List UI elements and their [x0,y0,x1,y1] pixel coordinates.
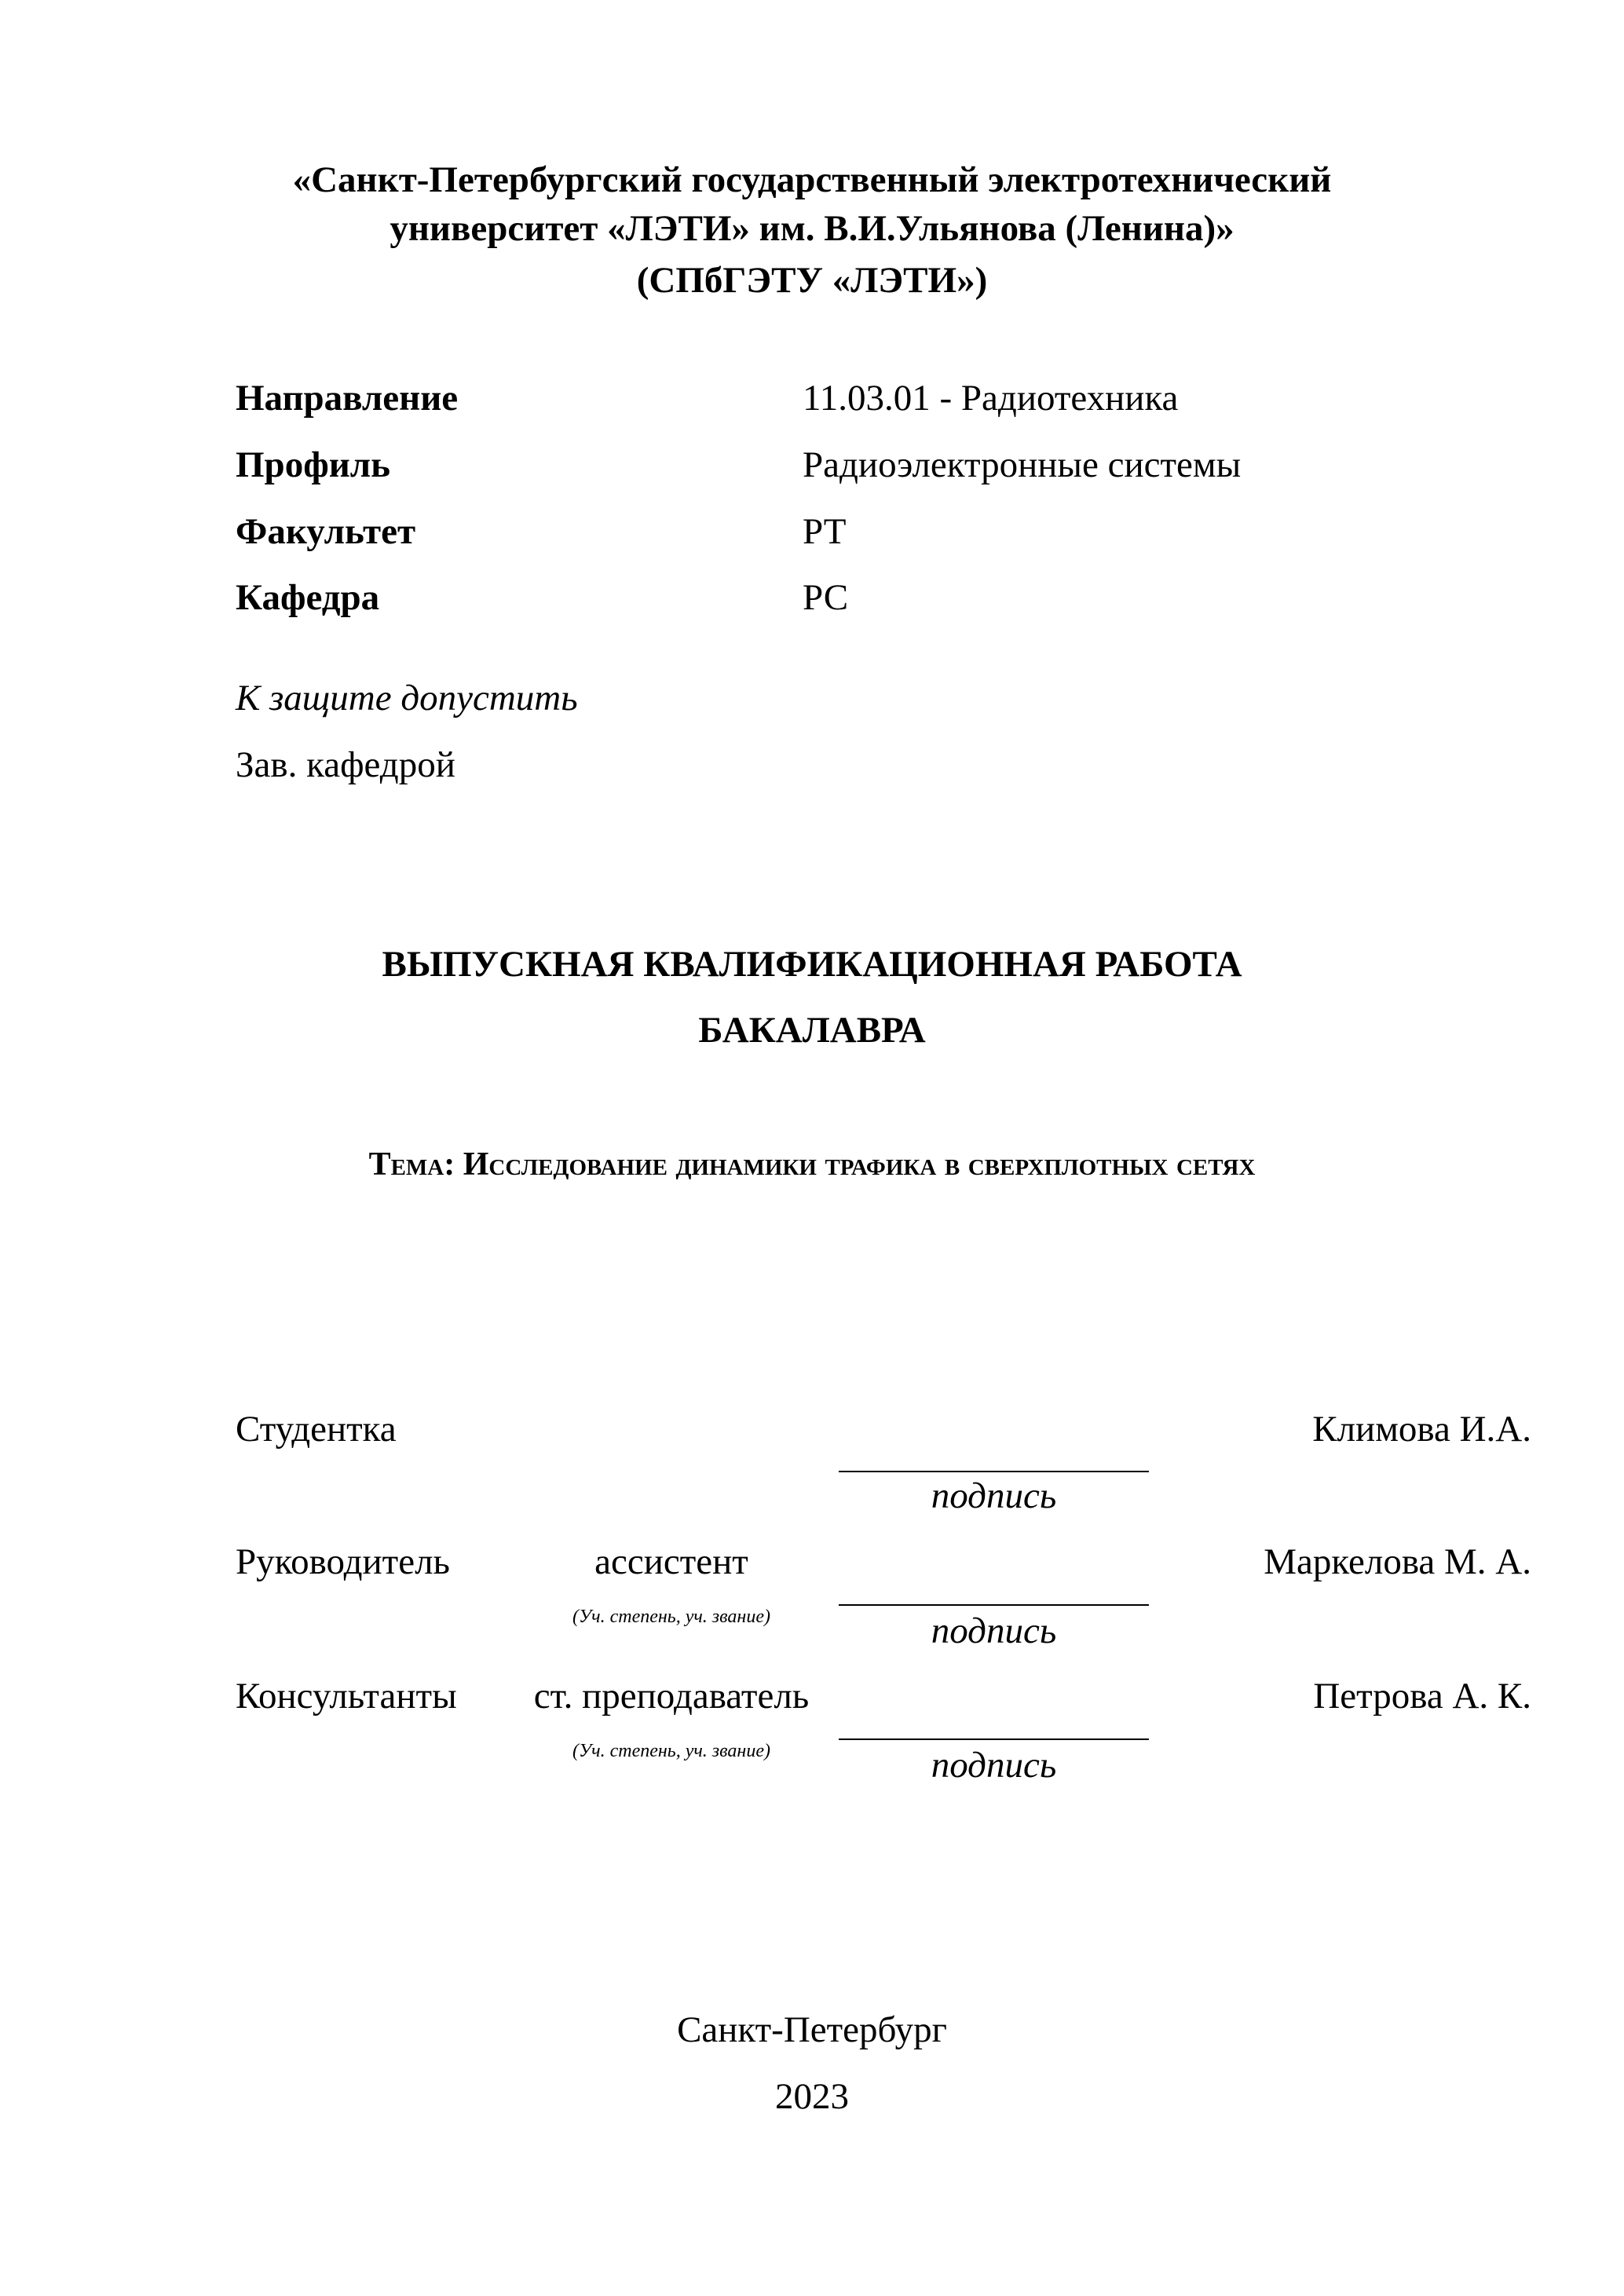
info-value-faculty: РТ [803,511,847,552]
signature-role-consultant: Консультанты [236,1676,457,1717]
signature-name-consultant: Петрова А. К. [1313,1676,1531,1717]
university-name-line2: университет «ЛЭТИ» им. В.И.Ульянова (Ленина)» [390,208,1234,249]
signature-role-student: Студентка [236,1409,397,1450]
signature-line-consultant [839,1738,1149,1740]
university-name-line1: «Санкт-Петербургский государственный электротехнический [292,159,1332,200]
approval-text: К защите допустить [236,678,578,718]
info-label-direction: Направление [236,378,459,419]
signature-line-student [839,1471,1149,1472]
info-value-department: РС [803,577,849,618]
info-label-profile: Профиль [236,444,391,485]
signature-title-consultant: ст. преподаватель [533,1676,810,1717]
signature-label-consultant: подпись [931,1745,1057,1786]
signature-line-supervisor [839,1604,1149,1606]
department-head-label: Зав. кафедрой [236,744,455,785]
info-value-direction: 11.03.01 - Радиотехника [803,378,1179,419]
work-title-line2: БАКАЛАВРА [698,1010,926,1051]
topic: Тема: Исследование динамики трафика в сверхплотных сетях [368,1146,1256,1183]
university-abbr: (СПбГЭТУ «ЛЭТИ») [636,260,988,301]
signature-label-supervisor: подпись [931,1610,1057,1651]
signature-title-hint-supervisor: (Уч. степень, уч. звание) [572,1607,770,1627]
signature-name-student: Климова И.А. [1312,1409,1531,1450]
info-label-faculty: Факультет [236,511,416,552]
footer-year: 2023 [775,2076,849,2117]
signature-role-supervisor: Руководитель [236,1541,450,1582]
signature-label-student: подпись [931,1475,1057,1516]
footer-city: Санкт-Петербург [677,2009,947,2050]
signature-name-supervisor: Маркелова М. А. [1264,1541,1531,1582]
work-title-line1: ВЫПУСКНАЯ КВАЛИФИКАЦИОННАЯ РАБОТА [382,944,1242,985]
info-label-department: Кафедра [236,577,380,618]
signature-title-hint-consultant: (Уч. степень, уч. звание) [572,1741,770,1761]
info-value-profile: Радиоэлектронные системы [803,444,1242,485]
signature-title-supervisor: ассистент [594,1541,748,1582]
